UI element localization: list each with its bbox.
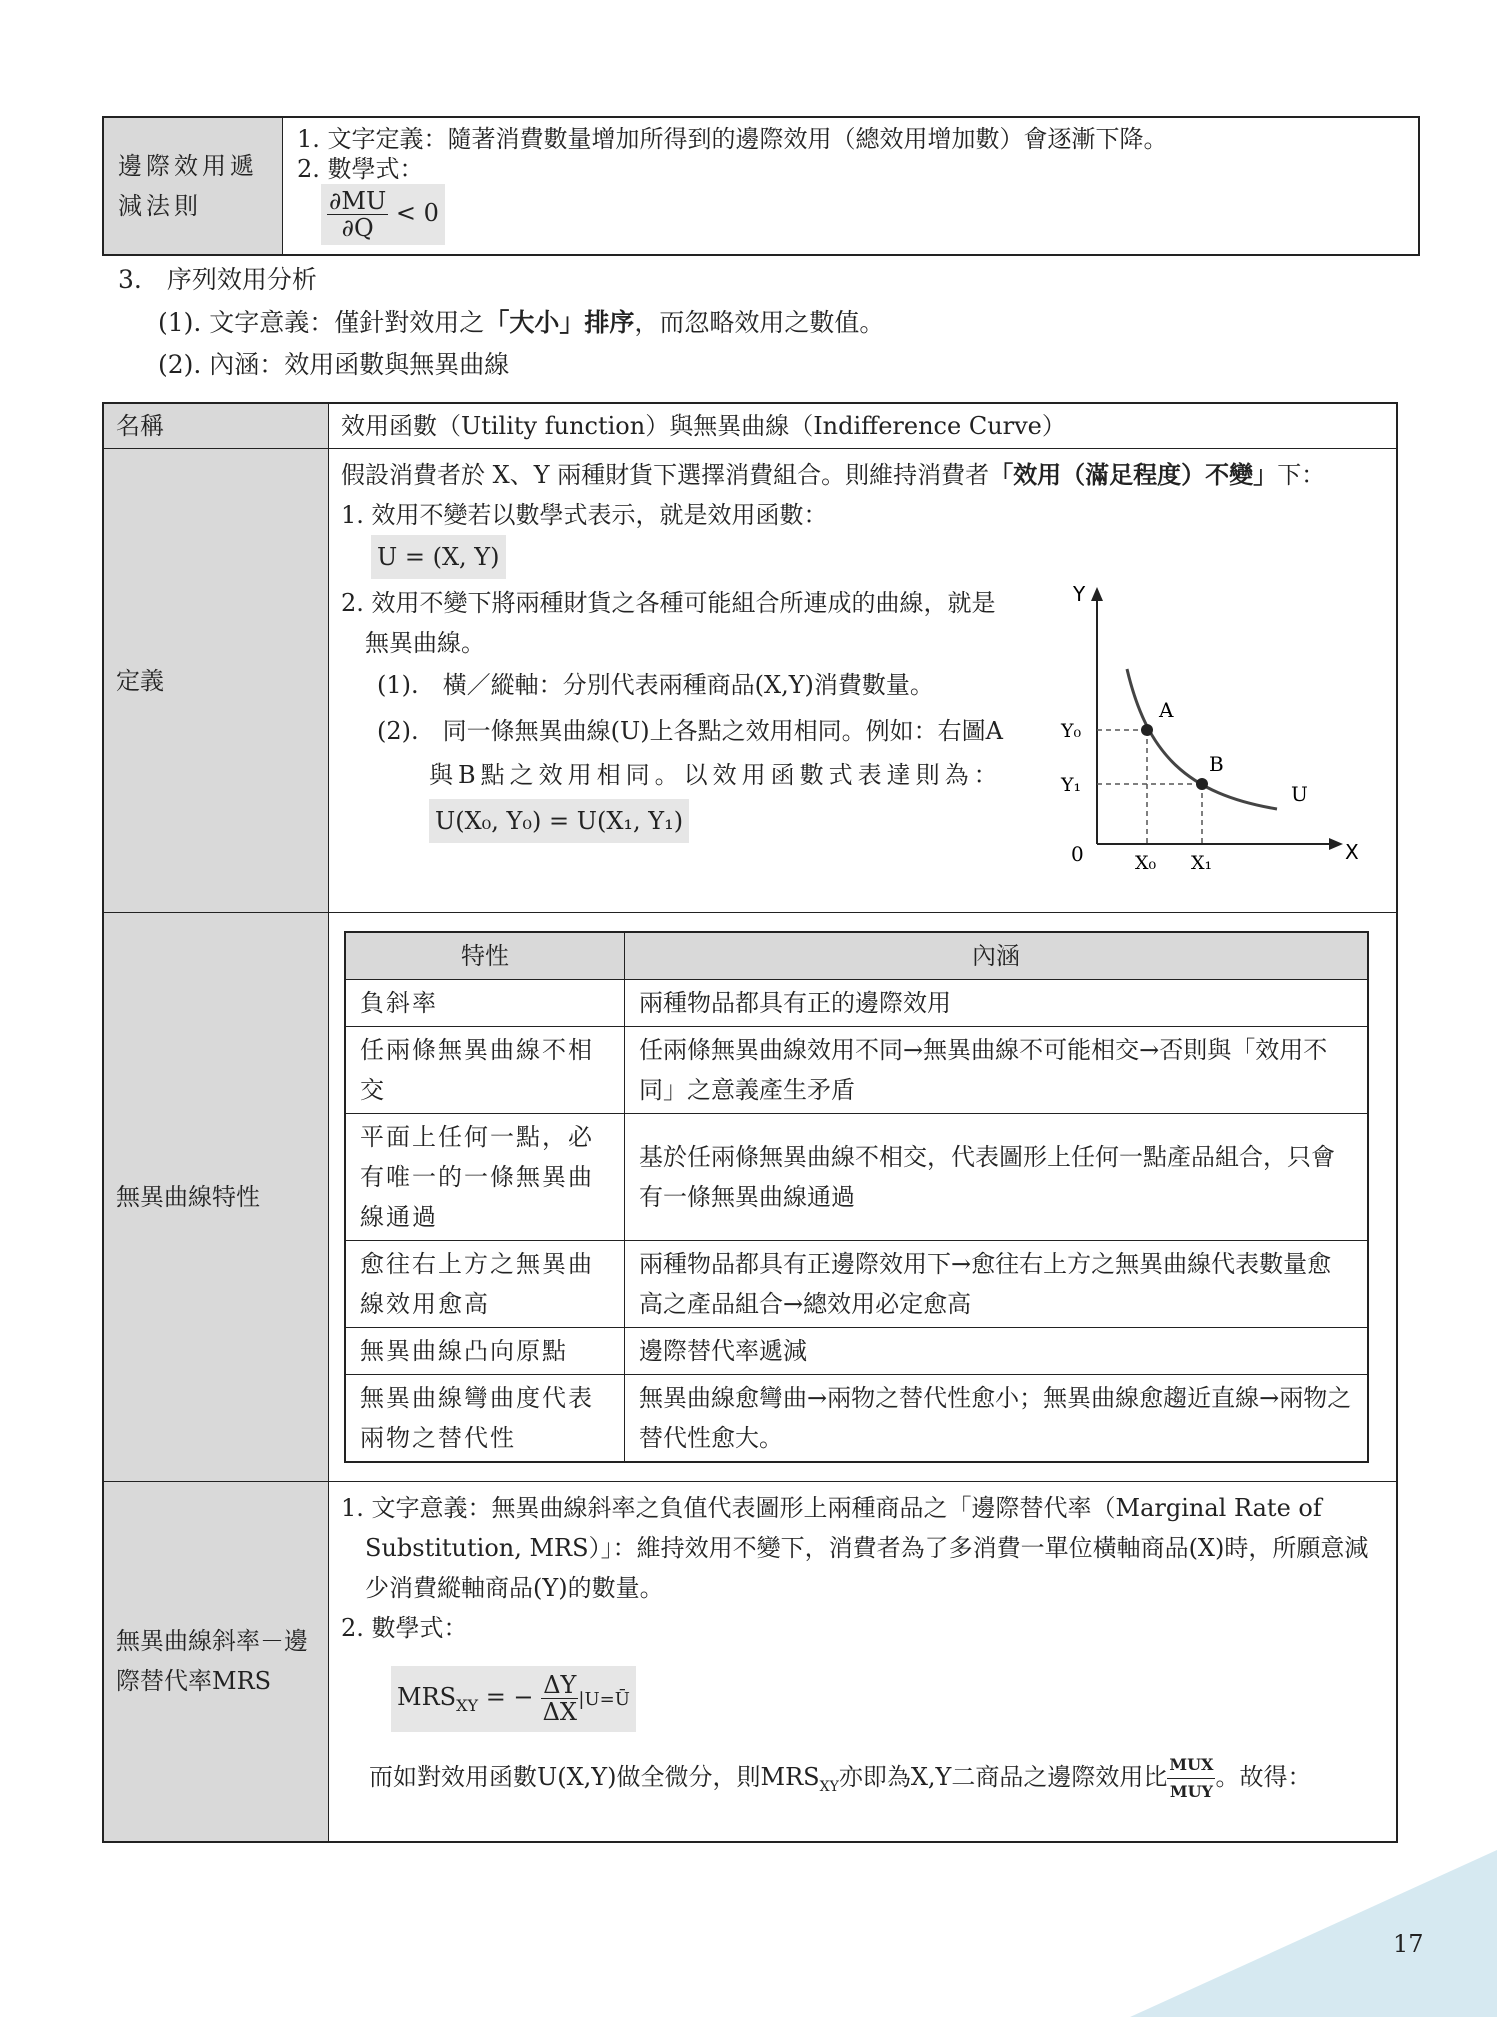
point-b-marker [1196, 778, 1208, 790]
definition-item-1: 1. 效用不變若以數學式表示，就是效用函數： [341, 501, 828, 529]
feature-cell: 平面上任何一點，必有唯一的一條無異曲線通過 [345, 1114, 625, 1241]
definition-item-2-1: (1). 橫／縱軸：分別代表兩種商品(X,Y)消費數量。 [377, 671, 934, 699]
table-row [345, 980, 1368, 1027]
section-item-1: (1). 文字意義：僅針對效用之「大小」排序，而忽略效用之數值。 [158, 308, 885, 337]
properties-head-meaning: 內涵 [625, 932, 1369, 980]
x1-label: X₁ [1191, 852, 1213, 874]
mrs-definition: 1. 文字意義：無異曲線斜率之負值代表圖形上兩種商品之「邊際替代率（Marginal Rate of Substitution, MRS）」：維持效用不變下，消費者為了多消費一單位橫軸商品(X)時，所願意減少消費縱軸商品(Y)的數量。 [341, 1494, 1369, 1602]
diminishing-mu-formula: $\frac{\partial MU}{\partial Q}$ < 0 [321, 184, 445, 245]
point-a-label: A [1159, 698, 1174, 722]
y-axis-arrow [1091, 587, 1103, 601]
header-label: 名稱 [103, 403, 329, 449]
meaning-cell: 任兩條無異曲線效用不同→無異曲線不可能相交→否則與「效用不同」之意義產生矛盾 [625, 1027, 1369, 1114]
table-row [345, 1114, 1368, 1241]
meaning-cell: 兩種物品都具有正的邊際效用 [625, 980, 1369, 1027]
point-a-marker [1141, 724, 1153, 736]
feature-cell: 負斜率 [345, 980, 625, 1027]
definition-item-2-2b: 與B點之效用相同。以效用函數式表達則為： [429, 761, 1003, 789]
diminishing-mu-definition: 1. 文字定義：隨著消費數量增加所得到的邊際效用（總效用增加數）會逐漸下降。 [297, 125, 1168, 153]
feature-cell: 無異曲線彎曲度代表兩物之替代性 [345, 1375, 625, 1463]
mrs-formula-label: 2. 數學式： [341, 1614, 468, 1642]
mrs-label: 無異曲線斜率－邊際替代率MRS [103, 1482, 329, 1842]
section-title: 3. 序列效用分析 [118, 265, 317, 294]
definition-intro: 假設消費者於 X、Y 兩種財貨下選擇消費組合。則維持消費者「效用（滿足程度）不變」下： [341, 460, 1326, 489]
header-value: 效用函數（Utility function）與無異曲線（Indifference Curve） [329, 403, 1398, 449]
y0-label: Y₀ [1061, 720, 1082, 742]
diminishing-mu-formula-label: 2. 數學式： [297, 155, 424, 183]
feature-cell: 愈往右上方之無異曲線效用愈高 [345, 1241, 625, 1328]
utility-function-eq: U = (X, Y) [371, 535, 506, 579]
indifference-curve-graph [1037, 579, 1357, 879]
diminishing-mu-label: 邊際效用遞減法則 [103, 117, 283, 255]
table-row [345, 1375, 1368, 1463]
page-number: 17 [1393, 1930, 1424, 1958]
table-row [345, 1328, 1368, 1375]
meaning-cell: 無異曲線愈彎曲→兩物之替代性愈小；無異曲線愈趨近直線→兩物之替代性愈大。 [625, 1375, 1369, 1463]
origin-label: 0 [1071, 842, 1084, 866]
section-item-2: (2). 內涵：效用函數與無異曲線 [158, 350, 510, 379]
y-axis-label: Y [1073, 582, 1086, 606]
equal-utility-eq: U(X₀, Y₀) = U(X₁, Y₁) [429, 799, 689, 843]
diminishing-mu-table [102, 116, 1420, 256]
x-axis-label: X [1345, 840, 1359, 864]
feature-cell: 任兩條無異曲線不相交 [345, 1027, 625, 1114]
y1-label: Y₁ [1061, 774, 1082, 796]
properties-label: 無異曲線特性 [103, 913, 329, 1482]
table-row [345, 1241, 1368, 1328]
feature-cell: 無異曲線凸向原點 [345, 1328, 625, 1375]
table-row [345, 1027, 1368, 1114]
x-axis-arrow [1329, 838, 1343, 850]
properties-head-feature: 特性 [345, 932, 625, 980]
definition-item-2a: 2. 效用不變下將兩種財貨之各種可能組合所連成的曲線，就是 [341, 589, 996, 617]
x0-label: X₀ [1135, 852, 1157, 874]
definition-label: 定義 [103, 449, 329, 913]
definition-item-2-2a: (2). 同一條無異曲線(U)上各點之效用相同。例如：右圖A [377, 717, 1003, 745]
mrs-note: 而如對效用函數U(X,Y)做全微分，則$MRS_{XY}$亦即為X,Y二商品之邊際效用比 $\frac{\text{MUX}}{\text{MUY}}$ 。故得： [369, 1752, 1384, 1807]
properties-table [344, 931, 1369, 1463]
definition-item-2b: 無異曲線。 [365, 629, 485, 657]
corner-decoration [1100, 1830, 1497, 2017]
indifference-curve-table [102, 402, 1398, 1843]
meaning-cell: 基於任兩條無異曲線不相交，代表圖形上任何一點產品組合，只會有一條無異曲線通過 [625, 1114, 1369, 1241]
point-b-label: B [1209, 752, 1224, 776]
mrs-formula: $MRS_{XY}$ = − $\frac{\Delta Y}{\Delta X}$ |U=Ū [391, 1666, 636, 1732]
meaning-cell: 邊際替代率遞減 [625, 1328, 1369, 1375]
curve-u-label: U [1291, 782, 1308, 806]
meaning-cell: 兩種物品都具有正邊際效用下→愈往右上方之無異曲線代表數量愈高之產品組合→總效用必定愈高 [625, 1241, 1369, 1328]
